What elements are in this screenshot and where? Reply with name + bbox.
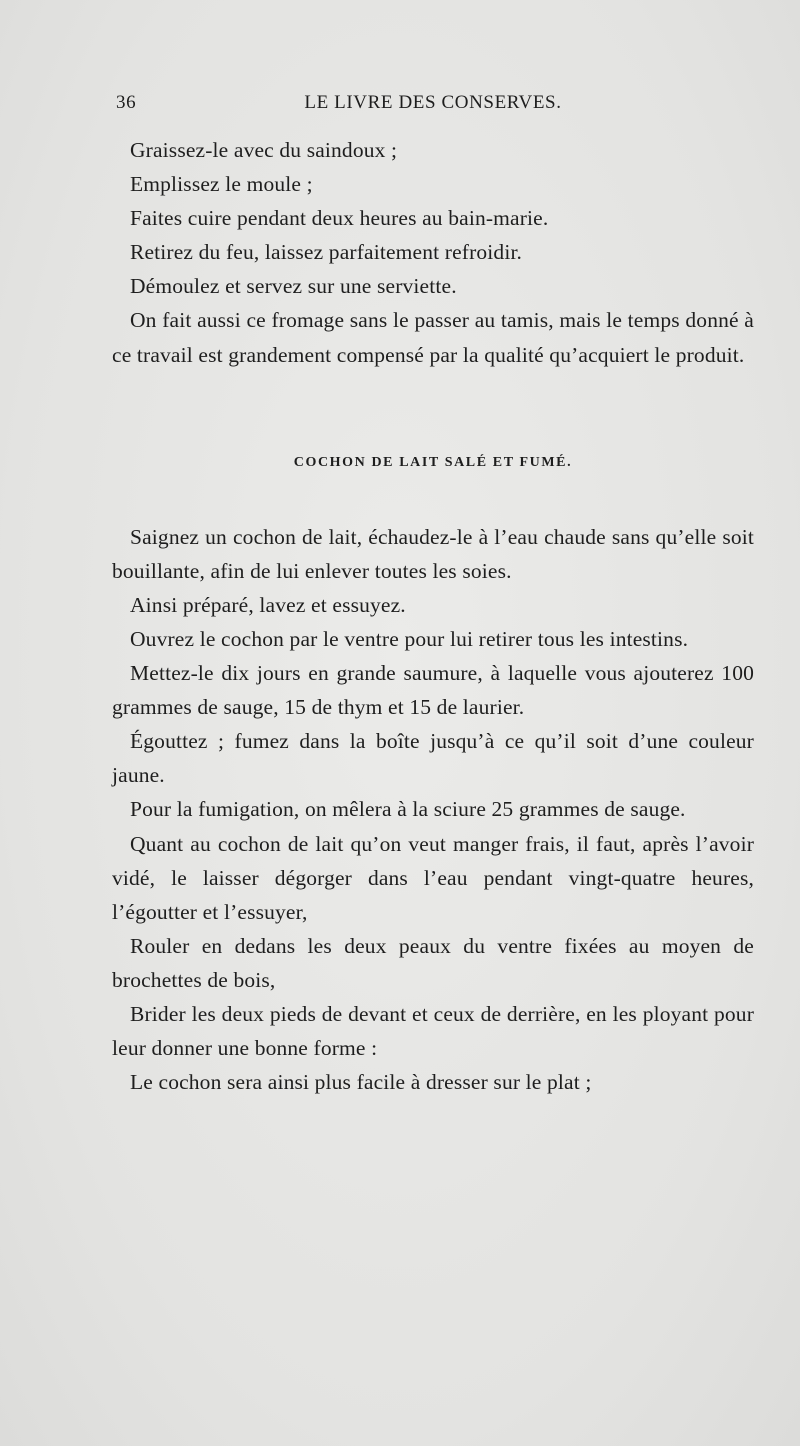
paragraph: Quant au cochon de lait qu’on veut manger frais, il faut, après l’avoir vidé, le laisser dégorger dans l’eau pendant vingt-quatre heures, l’égoutter et l’essuyer, <box>112 831 754 924</box>
paragraph: Démoulez et servez sur une serviette. <box>130 274 457 299</box>
paragraph: Emplissez le moule ; <box>130 172 313 197</box>
running-title: LE LIVRE DES CONSERVES. <box>304 92 562 113</box>
paragraph: On fait aussi ce fromage sans le passer au tamis, mais le temps donné à ce travail est grandement compensé par la qualité qu’acquiert le produit. <box>112 308 754 367</box>
paragraph: Graissez-le avec du saindoux ; <box>130 138 398 162</box>
paragraph: Mettez-le dix jours en grande saumure, à laquelle vous ajouterez 100 grammes de sauge, 15 de thym et 15 de laurier. <box>112 661 754 720</box>
paragraph: Brider les deux pieds de devant et ceux de derrière, en les ployant pour leur donner une bonne forme : <box>112 1001 754 1061</box>
paragraph: Le cochon sera ainsi plus facile à dresser sur le plat ; <box>130 1070 592 1095</box>
body-text <box>112 133 754 1099</box>
paragraph: Ainsi préparé, lavez et essuyez. <box>130 592 406 617</box>
running-head <box>116 92 750 122</box>
paragraph: Ouvrez le cochon par le ventre pour lui retirer tous les intestins. <box>130 626 689 651</box>
paragraph: Égouttez ; fumez dans la boîte jusqu’à ce qu’il soit d’une couleur jaune. <box>112 729 754 788</box>
page-number: 36 <box>116 92 137 113</box>
paragraph: Saignez un cochon de lait, échaudez-le à l’eau chaude sans qu’elle soit bouillante, afin de lui enlever toutes les soies. <box>112 524 754 583</box>
paragraph: Rouler en dedans les deux peaux du ventre fixées au moyen de brochettes de bois, <box>112 933 754 992</box>
paragraph: Pour la fumigation, on mêlera à la sciure 25 grammes de sauge. <box>130 797 686 822</box>
paragraph: Faites cuire pendant deux heures au bain-marie. <box>130 206 549 231</box>
paragraph: Retirez du feu, laissez parfaitement refroidir. <box>130 240 523 265</box>
section-heading: COCHON DE LAIT SALÉ ET FUMÉ. <box>293 454 573 470</box>
